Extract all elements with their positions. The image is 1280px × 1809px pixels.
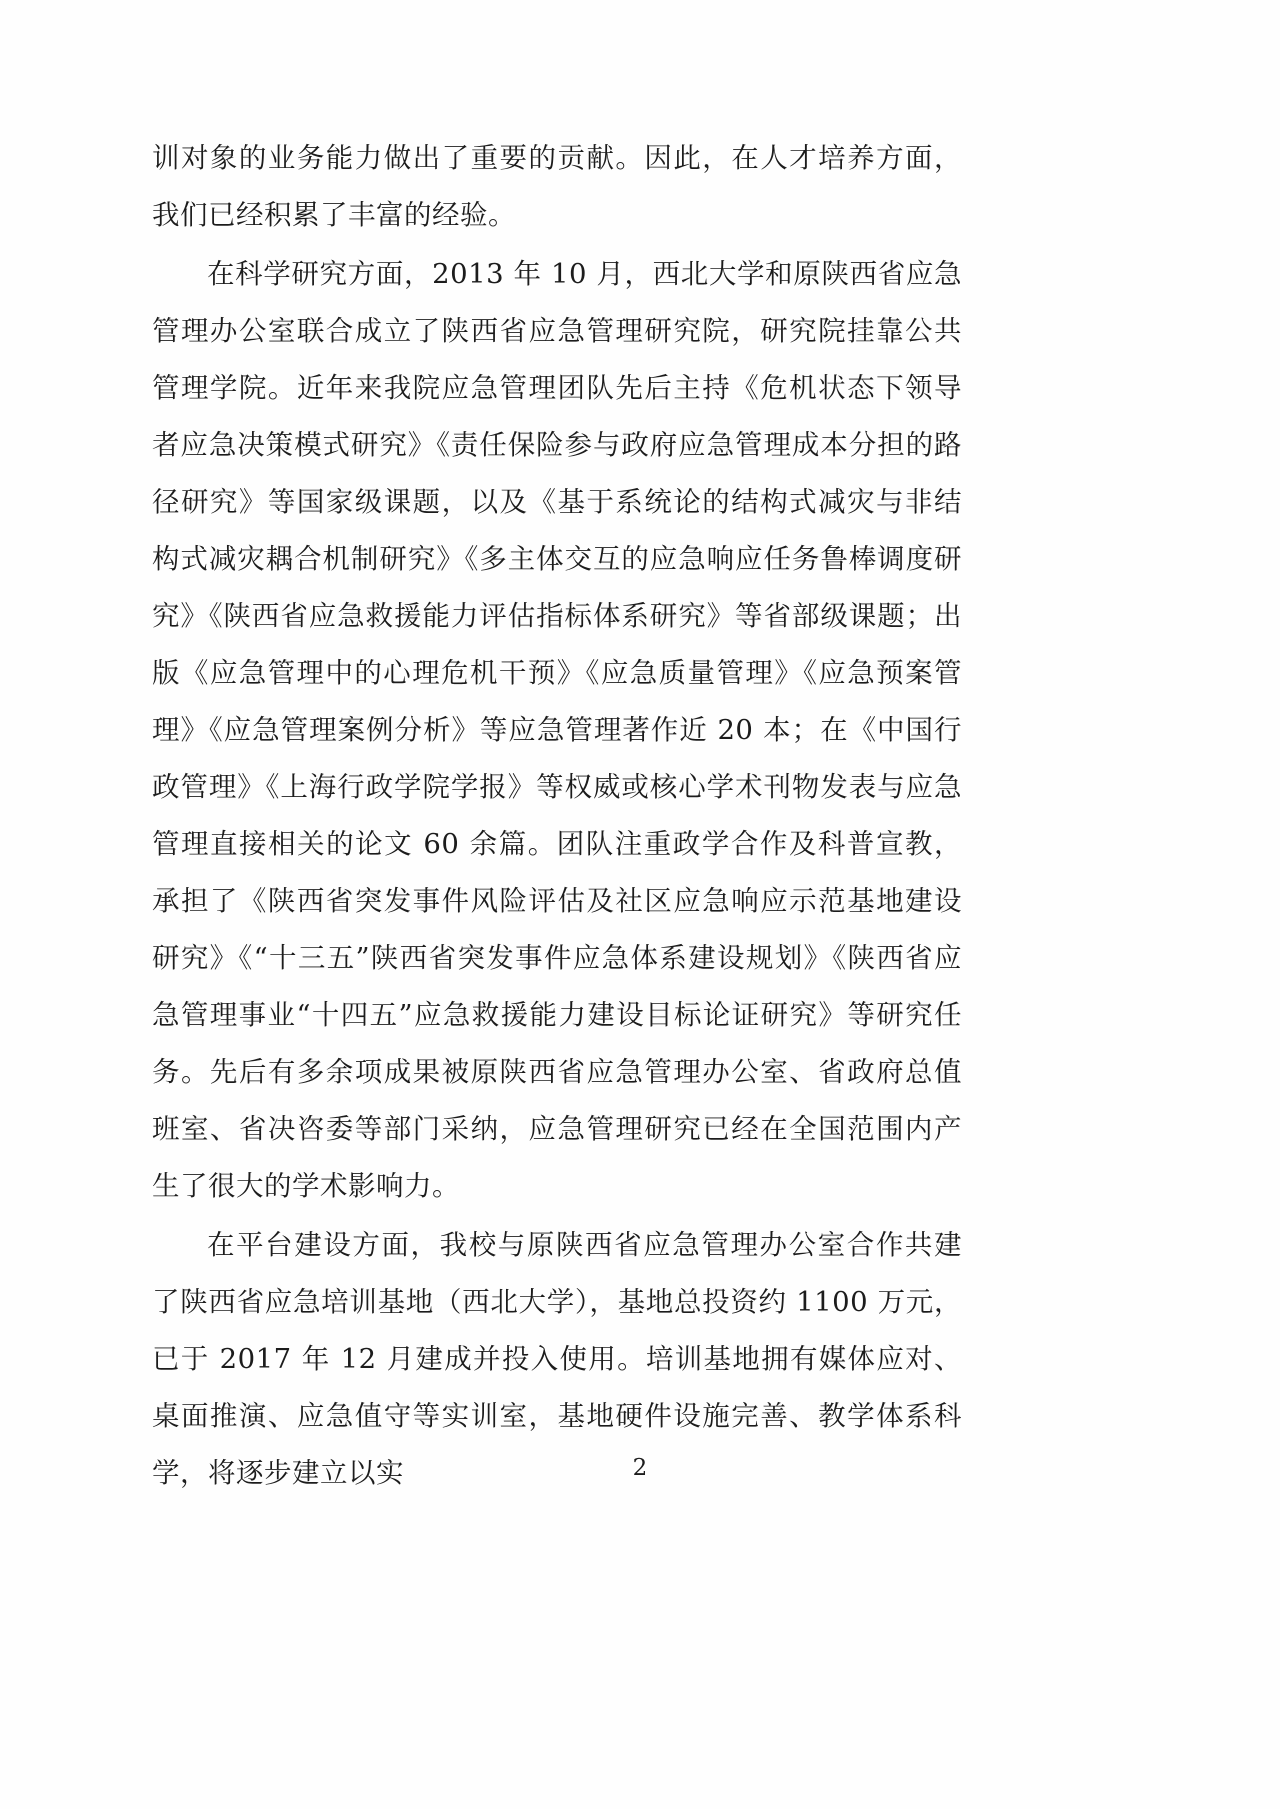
- paragraph-research: 在科学研究方面，2013 年 10 月，西北大学和原陕西省应急管理办公室联合成立了陕西省应急管理研究院，研究院挂靠公共管理学院。近年来我院应急管理团队先后主持《危机状态下领导者应急决策模式研究》《责任保险参与政府应急管理成本分担的路径研究》等国家级课题，以及《基于系统论的结构式减灾与非结构式减灾耦合机制研究》《多主体交互的应急响应任务鲁棒调度研究》《陕西省应急救援能力评估指标体系研究》等省部级课题；出版《应急管理中的心理危机干预》《应急质量管理》《应急预案管理》《应急管理案例分析》等应急管理著作近 20 本；在《中国行政管理》《上海行政学院学报》等权威或核心学术刊物发表与应急管理直接相关的论文 60 余篇。团队注重政学合作及科普宣教，承担了《陕西省突发事件风险评估及社区应急响应示范基地建设研究》《“十三五”陕西省突发事件应急体系建设规划》《陕西省应急管理事业“十四五”应急救援能力建设目标论证研究》等研究任务。先后有多余项成果被原陕西省应急管理办公室、省政府总值班室、省决咨委等部门采纳，应急管理研究已经在全国范围内产生了很大的学术影响力。: [152, 258, 962, 1202]
- paragraph-continuation: 训对象的业务能力做出了重要的贡献。因此，在人才培养方面，我们已经积累了丰富的经验。: [152, 142, 962, 231]
- paragraph-platform: 在平台建设方面，我校与原陕西省应急管理办公室合作共建了陕西省应急培训基地（西北大学），基地总投资约 1100 万元，已于 2017 年 12 月建成并投入使用。培训基地拥有媒体应对、桌面推演、应急值守等实训室，基地硬件设施完善、教学体系科学，将逐步建立以实: [152, 1229, 962, 1489]
- document-body: [152, 130, 962, 1504]
- page-number: 2: [632, 1455, 648, 1481]
